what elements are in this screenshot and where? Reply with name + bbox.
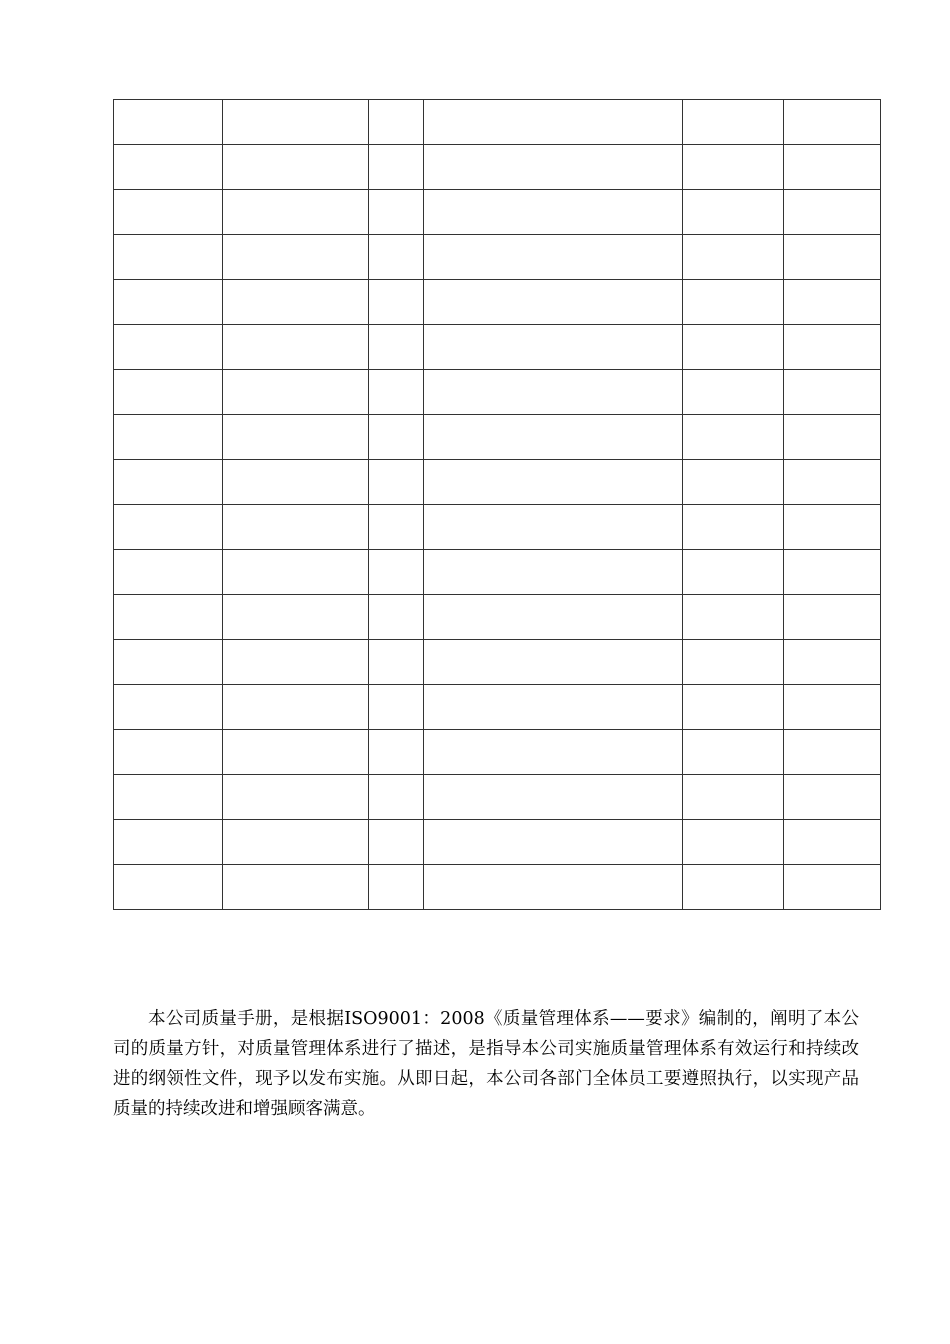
table-cell [114,685,223,730]
table-cell [114,775,223,820]
table-cell [424,415,683,460]
table-cell [784,685,881,730]
table-row [114,820,881,865]
table-cell [683,235,784,280]
table-row [114,775,881,820]
table-cell [369,685,424,730]
table-cell [114,145,223,190]
revision-record-table [113,99,881,910]
table-body [114,100,881,910]
table-cell [369,550,424,595]
table-cell [114,325,223,370]
table-cell [369,370,424,415]
table-cell [223,685,369,730]
table-cell [784,235,881,280]
table-cell [784,415,881,460]
table-cell [114,280,223,325]
table-cell [424,730,683,775]
table-cell [223,325,369,370]
table-cell [369,640,424,685]
table-cell [424,325,683,370]
table-row [114,550,881,595]
release-statement-paragraph: 本公司质量手册，是根据ISO9001：2008《质量管理体系——要求》编制的，阐明了本公司的质量方针，对质量管理体系进行了描述，是指导本公司实施质量管理体系有效运行和持续改进的纲领性文件，现予以发布实施。从即日起，本公司各部门全体员工要遵照执行，以实现产品质量的持续改进和增强顾客满意。 [113,1009,859,1119]
table-cell [424,685,683,730]
table-cell [424,190,683,235]
table-cell [369,325,424,370]
table-cell [223,820,369,865]
table-cell [683,280,784,325]
table-cell [424,370,683,415]
table-cell [369,190,424,235]
table-cell [223,145,369,190]
table-row [114,505,881,550]
table-cell [223,460,369,505]
table-row [114,370,881,415]
table-cell [784,370,881,415]
table-cell [424,595,683,640]
table-cell [784,640,881,685]
table-row [114,865,881,910]
table-cell [223,415,369,460]
table-cell [223,100,369,145]
table-cell [223,505,369,550]
table-cell [784,325,881,370]
table-cell [784,280,881,325]
table-cell [424,280,683,325]
table-cell [369,865,424,910]
table-cell [683,145,784,190]
table-cell [369,460,424,505]
table-row [114,685,881,730]
table-cell [683,775,784,820]
table-cell [223,730,369,775]
table-cell [784,460,881,505]
table-row [114,730,881,775]
table-cell [424,145,683,190]
table-cell [114,820,223,865]
table-cell [424,775,683,820]
table-cell [114,190,223,235]
table-cell [114,460,223,505]
table-cell [114,550,223,595]
table-cell [683,550,784,595]
table-cell [114,370,223,415]
table-cell [784,595,881,640]
table-cell [683,460,784,505]
table-row [114,415,881,460]
table-cell [424,865,683,910]
table-cell [369,415,424,460]
table-cell [683,190,784,235]
table-row [114,235,881,280]
table-cell [424,100,683,145]
table-cell [114,865,223,910]
table-cell [683,325,784,370]
table-cell [784,550,881,595]
table-cell [683,685,784,730]
table-cell [114,415,223,460]
table-cell [114,100,223,145]
table-row [114,325,881,370]
table-cell [424,550,683,595]
table-cell [223,595,369,640]
table-cell [683,640,784,685]
table-cell [784,820,881,865]
table-cell [683,820,784,865]
table-cell [784,145,881,190]
table-cell [114,505,223,550]
table-cell [223,235,369,280]
table-cell [369,730,424,775]
table-cell [369,775,424,820]
table-cell [683,415,784,460]
table-row [114,190,881,235]
table-cell [369,235,424,280]
table-row [114,145,881,190]
table-cell [683,370,784,415]
table-cell [424,235,683,280]
table-row [114,280,881,325]
table-cell [223,775,369,820]
table-cell [683,595,784,640]
table-row [114,100,881,145]
table-cell [784,730,881,775]
table-cell [784,190,881,235]
table-cell [369,820,424,865]
table-cell [369,595,424,640]
table-cell [114,595,223,640]
table-cell [424,820,683,865]
table-cell [424,640,683,685]
table-cell [369,100,424,145]
table-cell [223,550,369,595]
table-cell [784,775,881,820]
table-cell [683,730,784,775]
table-cell [369,505,424,550]
table-cell [223,370,369,415]
table-cell [114,640,223,685]
table-row [114,460,881,505]
table-cell [683,505,784,550]
table-cell [424,505,683,550]
table-cell [223,190,369,235]
table-cell [223,865,369,910]
table-cell [424,460,683,505]
table-cell [369,280,424,325]
table-cell [114,730,223,775]
table-cell [369,145,424,190]
table-row [114,595,881,640]
table-cell [683,100,784,145]
table-cell [223,640,369,685]
table-cell [114,235,223,280]
table-cell [223,280,369,325]
table-cell [784,100,881,145]
table-cell [784,865,881,910]
table-cell [784,505,881,550]
table-row [114,640,881,685]
table-cell [683,865,784,910]
